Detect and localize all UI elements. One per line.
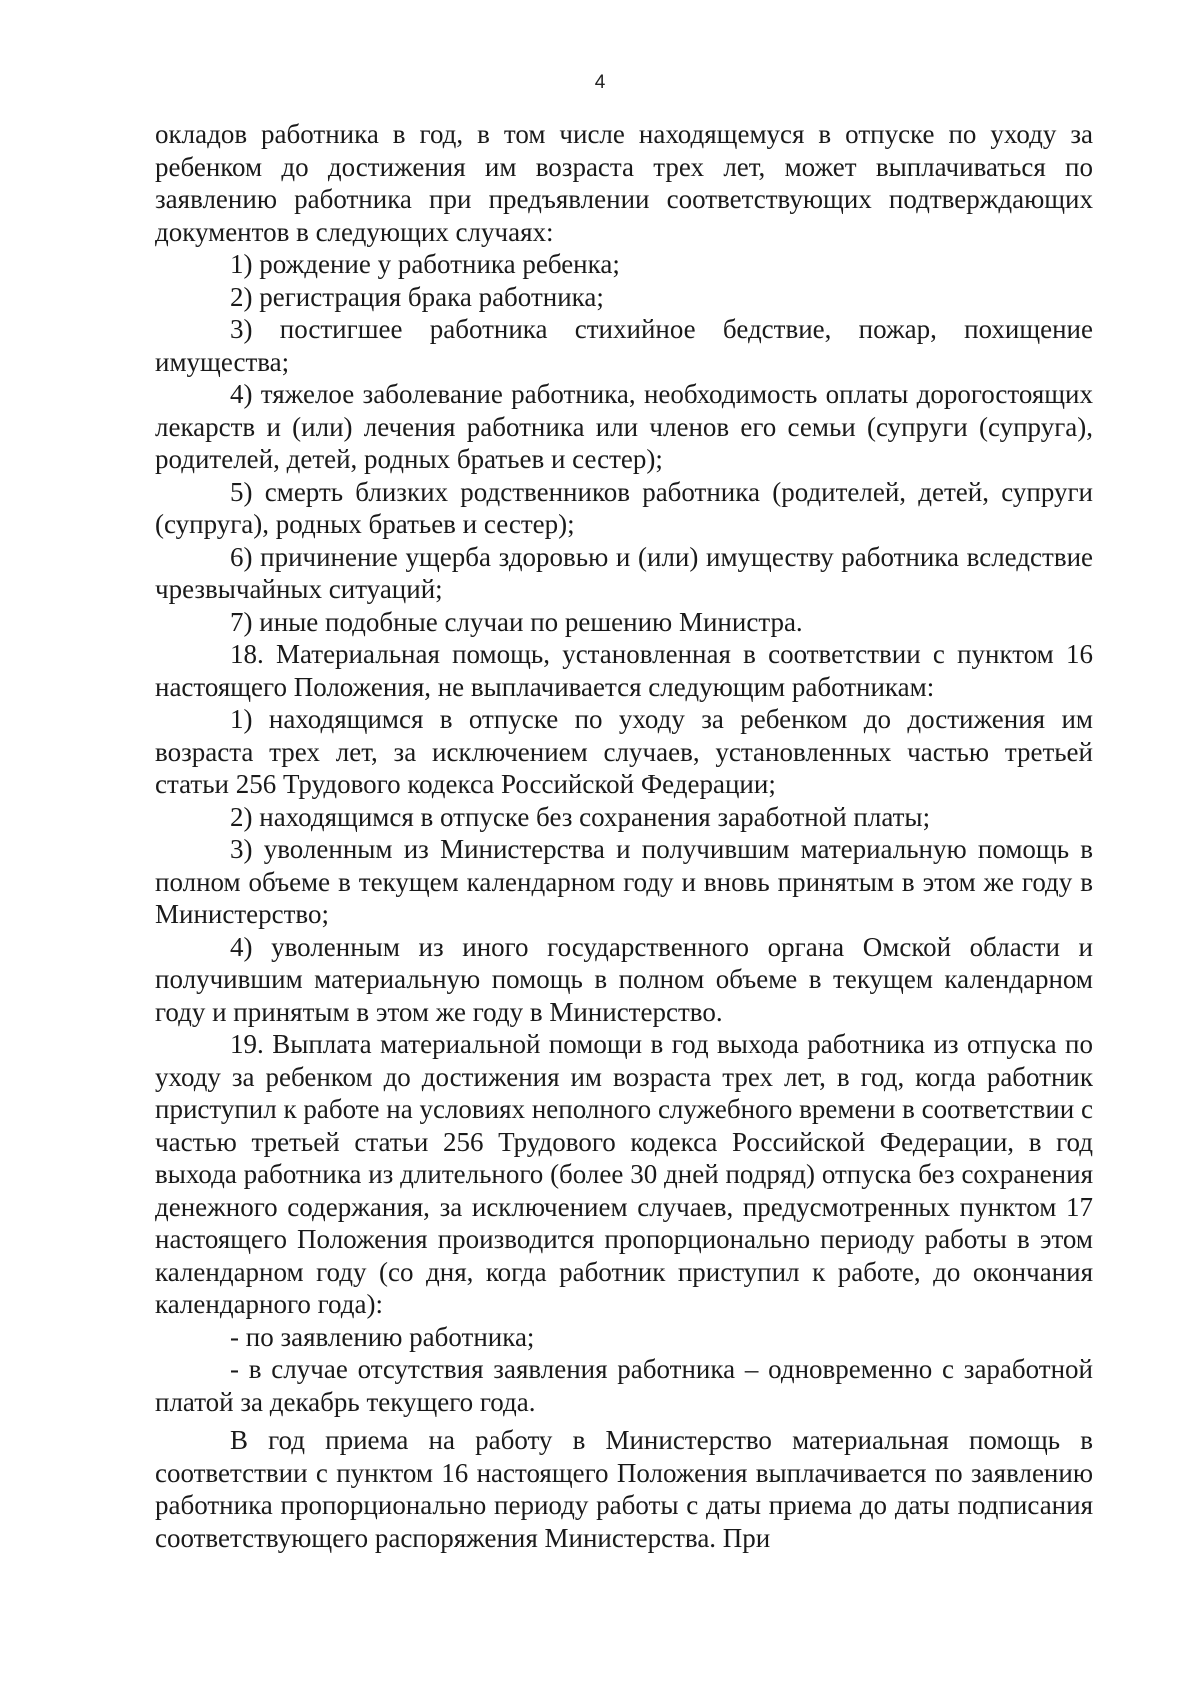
list-item-other: 7) иные подобные случаи по решению Министра. [230,606,803,637]
document-body [155,118,1093,1554]
list-item-damage: 6) причинение ущерба здоровью и (или) имуществу работника вследствие чрезвычайных ситуаций; [155,541,1093,604]
list-item-marriage: 2) регистрация брака работника; [230,281,604,312]
clause-18: 18. Материальная помощь, установленная в соответствии с пунктом 16 настоящего Положения, не выплачивается следующим работникам: [155,639,1093,702]
list-item-death: 5) смерть близких родственников работника (родителей, детей, супруги (супруга), родных братьев и сестер); [155,476,1093,539]
paragraph-continuation: окладов работника в год, в том числе находящемуся в отпуске по уходу за ребенком до достижения им возраста трех лет, может выплачиваться по заявлению работника при предъявлении соответствующих подтверждающих документов в следующих случаях: [155,119,1093,247]
clause-18-item-3: 3) уволенным из Министерства и получившим материальную помощь в полном объеме в текущем календарном году и вновь принятым в этом же году в Министерство; [155,834,1093,929]
clause-18-item-1: 1) находящимся в отпуске по уходу за ребенком до достижения им возраста трех лет, за исключением случаев, установленных частью третьей статьи 256 Трудового кодекса Российской Федерации; [155,704,1093,799]
clause-19-dash-2: - в случае отсутствия заявления работника – одновременно с заработной платой за декабрь текущего года. [155,1354,1093,1417]
clause-19: 19. Выплата материальной помощи в год выхода работника из отпуска по уходу за ребенком до достижения им возраста трех лет, в год, когда работник приступил к работе на условиях неполного служебного времени в соответствии с частью третьей статьи 256 Трудового кодекса Российской Федерации, в год выхода работника из длительного (более 30 дней подряд) отпуска без сохранения денежного содержания, за исключением случаев, предусмотренных пунктом 17 настоящего Положения производится пропорционально периоду работы в этом календарном году (со дня, когда работник приступил к работе, до окончания календарного года): [155,1029,1093,1319]
clause-18-item-4: 4) уволенным из иного государственного органа Омской области и получившим материальную помощь в полном объеме в текущем календарном году и принятым в этом же году в Министерство. [155,931,1093,1027]
list-item-illness: 4) тяжелое заболевание работника, необходимость оплаты дорогостоящих лекарств и (или) лечения работника или членов его семьи (супруги (супруга), родителей, детей, родных братьев и сестер); [155,379,1093,474]
clause-19-dash-1: - по заявлению работника; [230,1321,535,1352]
list-item-birth: 1) рождение у работника ребенка; [230,249,620,279]
clause-18-item-2: 2) находящимся в отпуске без сохранения заработной платы; [230,801,931,832]
list-item-disaster: 3) постигшее работника стихийное бедствие, пожар, похищение имущества; [155,314,1093,377]
page-number: 4 [594,72,606,93]
paragraph-hiring-year: В год приема на работу в Министерство материальная помощь в соответствии с пунктом 16 настоящего Положения выплачивается по заявлению работника пропорционально периоду работы с даты приема до даты подписания соответствующего распоряжения Министерства. При [155,1425,1093,1553]
